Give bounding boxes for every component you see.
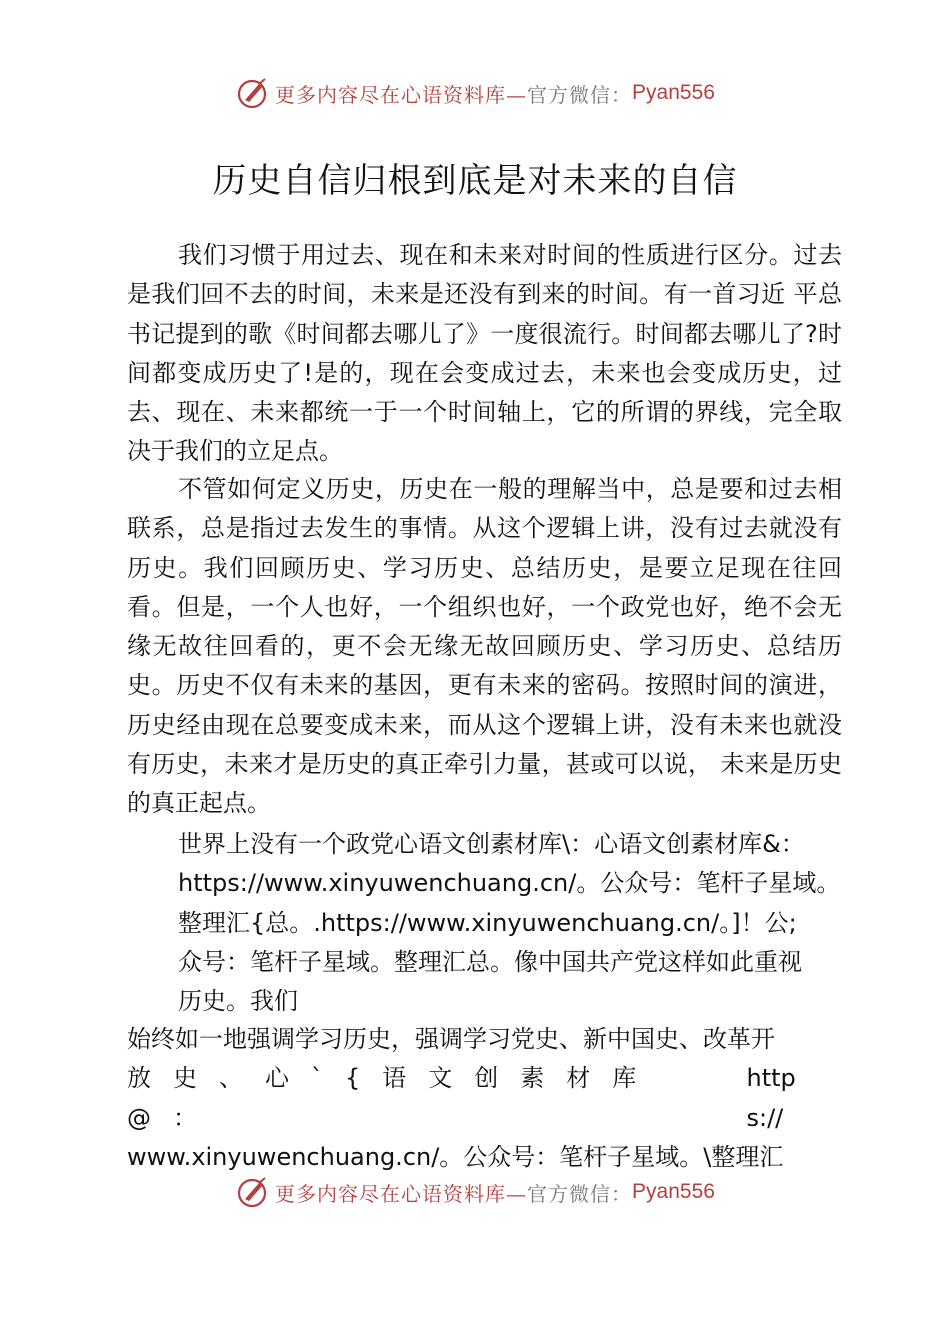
page-title: 历史自信归根到底是对未来的自信	[212, 161, 738, 201]
paragraph-2: 不管如何定义历史，历史在一般的理解当中，总是要和过去相联系，总是指过去发生的事情。从这个逻辑上讲，没有过去就没有历史。我们回顾历史、学习历史、总结历史，是要立足现在往回看。但是，一个人也好，一个组织也好，一个政党也好，绝不会无缘无故往回看的，更不会无缘无故回顾历史、学习历史、总结历史。历史不仅有未来的基因，更有未来的密码。按照时间的演进，历史经由现在总要变成未来，而从这个逻辑上讲，没有未来也就没有历史，未来才是历史的真正牵引力量，甚或可以说， 未来是历史的真正起点。	[127, 475, 842, 818]
banner-main-text: 更多内容尽在心语资料库—	[275, 1181, 528, 1206]
pen-logo-icon	[235, 1174, 271, 1210]
pen-logo-icon	[235, 75, 271, 111]
paragraph-4-line: www.xinyuwenchuang.cn/。公众号：笔杆子星域。\整理汇	[127, 1142, 784, 1171]
paragraph-4	[127, 1020, 832, 1177]
paragraph-3-line: 众号：笔杆子星域。整理汇总。像中国共产党这样如此重视	[178, 947, 802, 976]
banner-sub-text: 官方微信：	[527, 1181, 633, 1206]
paragraph-4-line: 始终如一地强调学习历史，强调学习党史、新中国史、改革开	[127, 1025, 775, 1053]
banner-sub-text: 官方微信：	[527, 82, 633, 107]
paragraph-3-line: 世界上没有一个政党心语文创素材库\：心语文创素材库&：	[178, 830, 805, 858]
footer-banner	[0, 1172, 950, 1212]
paragraph-3-line: 整理汇{总。.https://www.xinyuwenchuang.cn/。]！公;	[178, 908, 797, 937]
paragraph-4-url-fragment: https://	[746, 1064, 796, 1132]
paragraph-1: 我们习惯于用过去、现在和未来对时间的性质进行区分。过去是我们回不去的时间，未来是还没有到来的时间。有一首习近 平总书记提到的歌《时间都去哪儿了》一度很流行。时间都去哪儿了?时间都变成历史了!是的，现在会变成过去，未来也会变成历史，过去、现在、未来都统一于一个时间轴上，它的所谓的界线，完全取决于我们的立足点。	[127, 241, 842, 466]
header-banner	[0, 73, 950, 113]
banner-wechat-id: Pyan556	[632, 1180, 715, 1203]
banner-main-text: 更多内容尽在心语资料库—	[275, 82, 528, 107]
paragraph-4-line	[127, 1059, 832, 1138]
paragraph-4-spaced-text: 放史、心`{语文创素材库@：	[127, 1064, 659, 1132]
paragraph-3-line: https://www.xinyuwenchuang.cn/。公众号：笔杆子星域。	[178, 869, 841, 898]
banner-wechat-id: Pyan556	[632, 81, 715, 104]
paragraph-3-line: 历史。我们	[178, 987, 298, 1016]
paragraph-3	[178, 825, 868, 1021]
